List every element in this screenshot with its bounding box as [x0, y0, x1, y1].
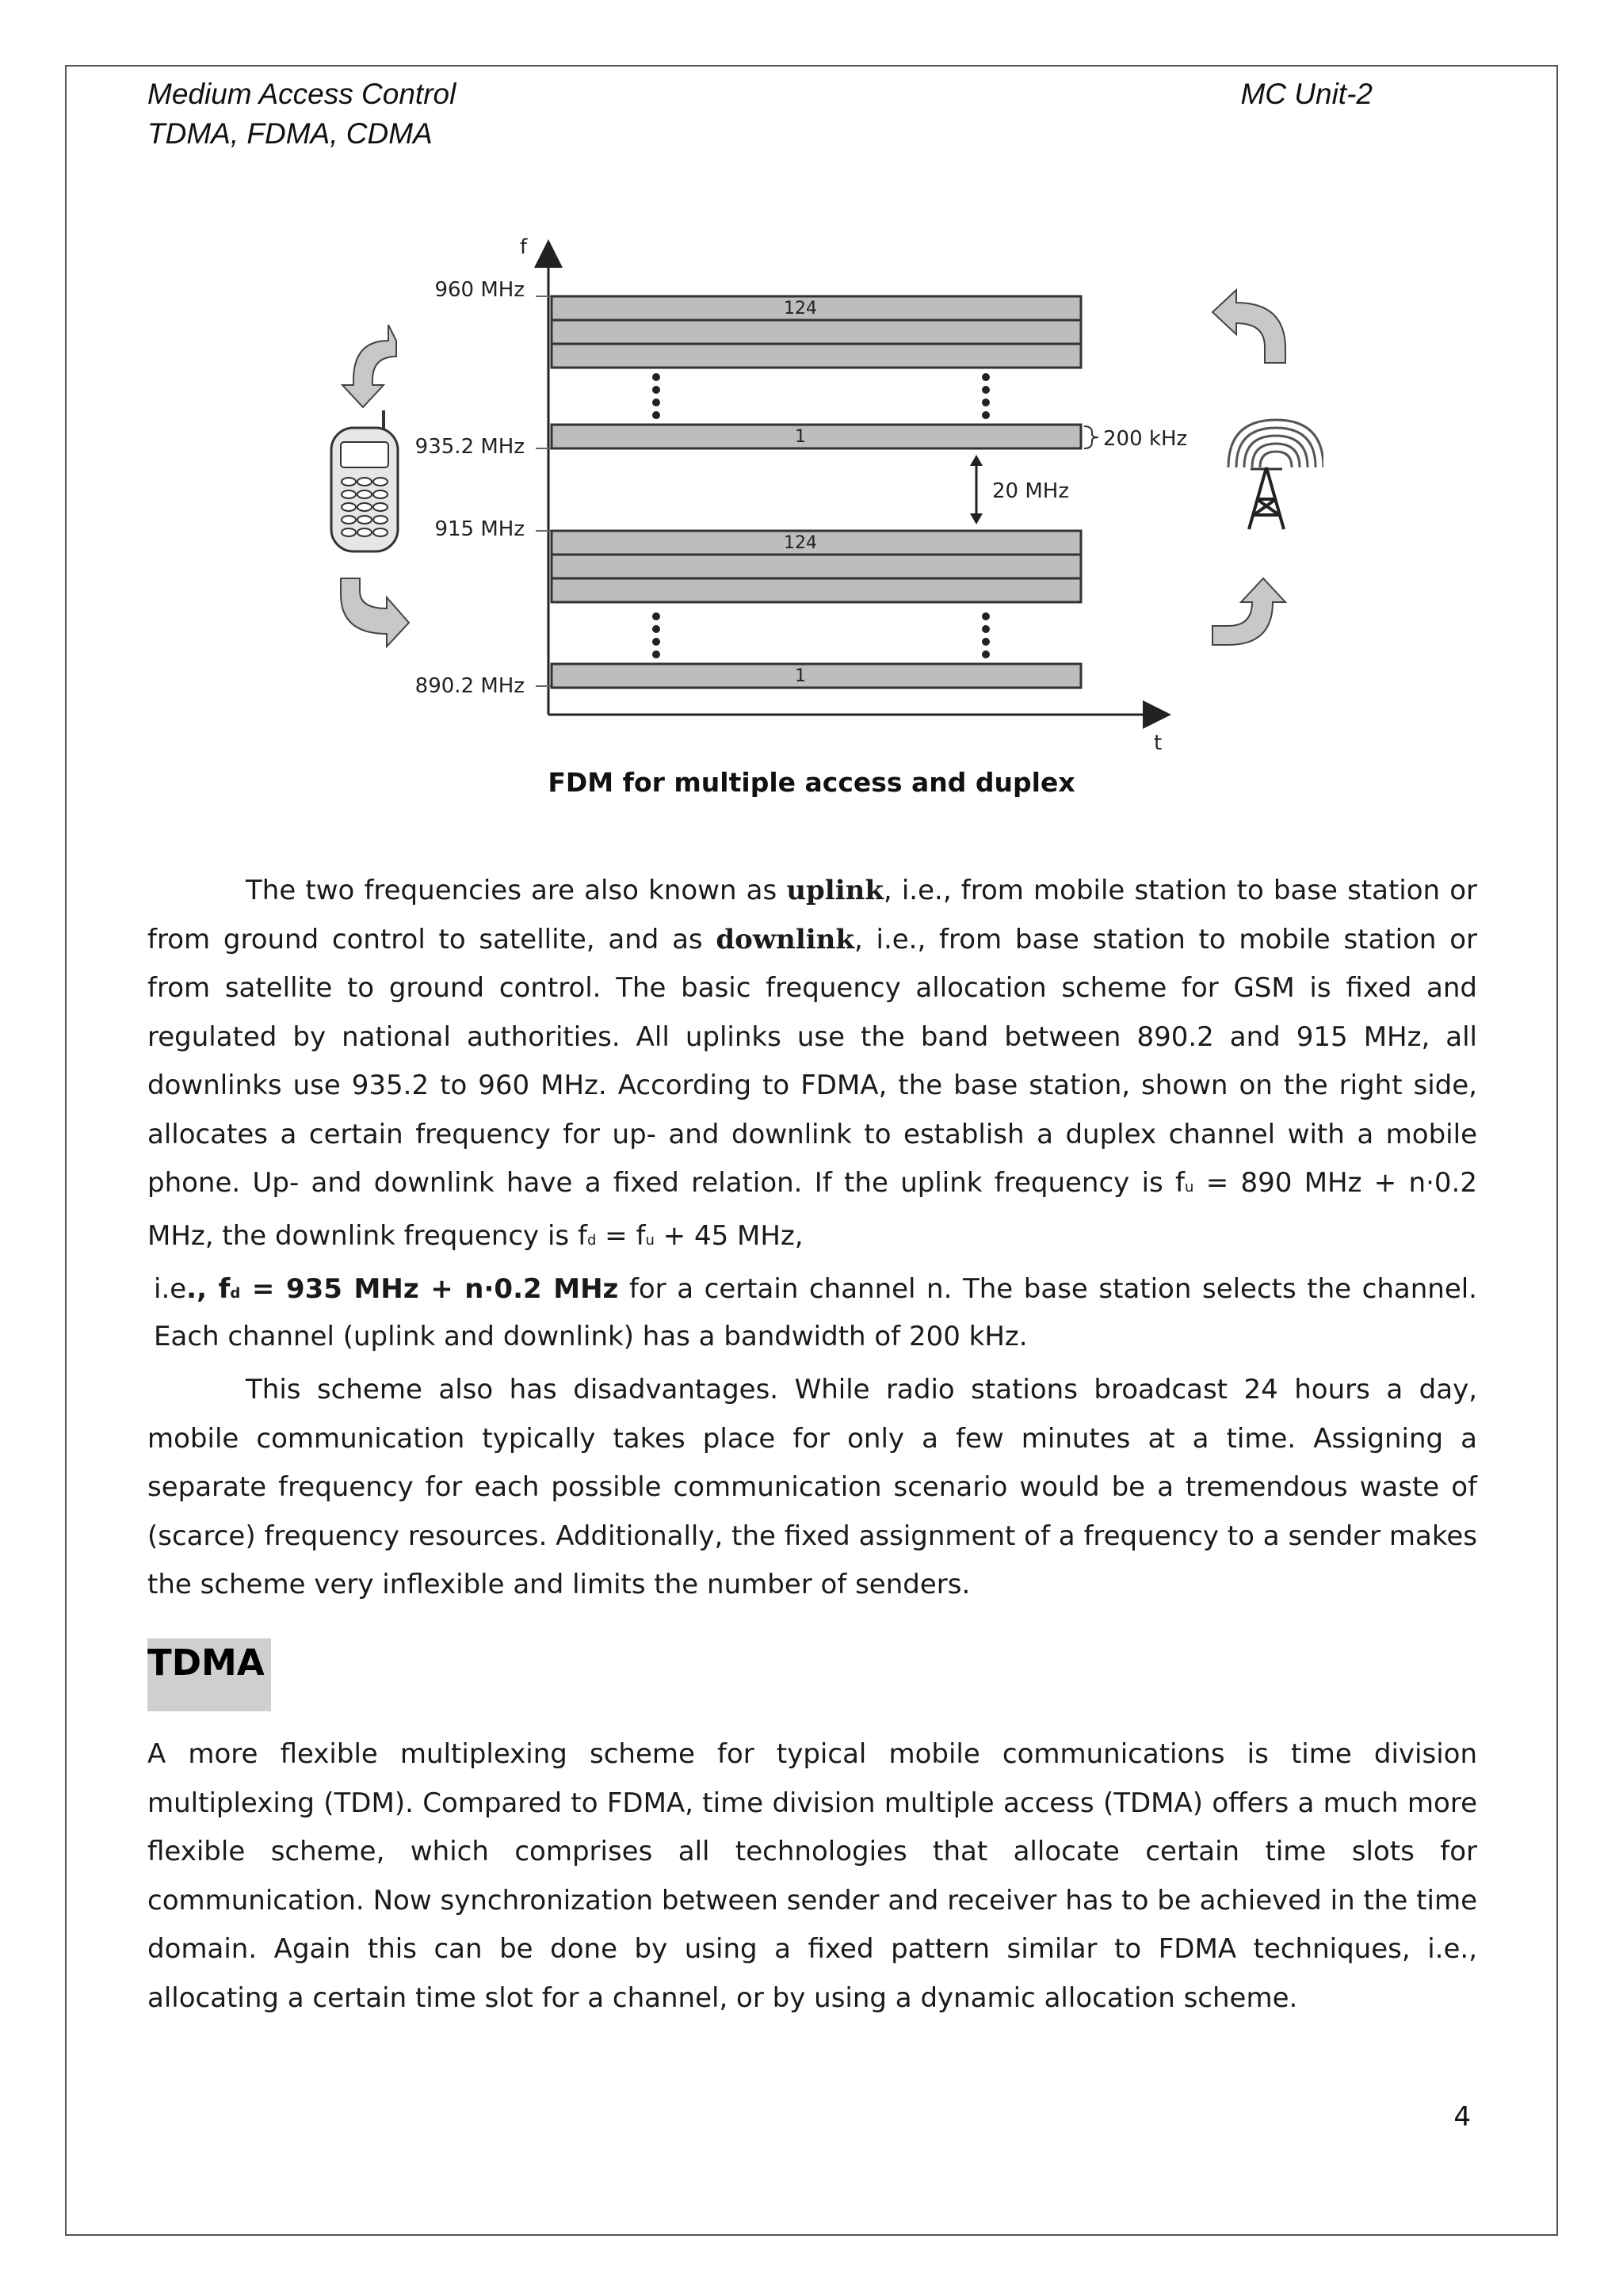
axis-t-label: t [1154, 731, 1163, 755]
para2-text-1: i.e [154, 1273, 187, 1305]
running-header-left [147, 74, 456, 154]
subscript-d-formula: d [230, 1285, 241, 1302]
paragraph-downlink-formula [147, 1268, 1477, 1358]
ellipsis-dots-dl [652, 373, 990, 419]
duplex-gap-label: 20 MHz [992, 479, 1069, 503]
para1-text-3: , i.e., from base station to mobile station or from satellite to ground control. The basic frequency allocation scheme for GSM is fixed and regulated by national authorities. All uplinks use the band between 890.2 and 915 MHz, all downlinks use 935.2 to 960 MHz. According to FDMA, the base station, shown on the right side, allocates a certain frequency for up- and downlink to establish a duplex channel with a mobile phone. Up- and downlink have a fixed relation. If the uplink frequency is f [147, 923, 1477, 1199]
header-unit: MC Unit-2 [1240, 78, 1373, 110]
page-number: 4 [1453, 2101, 1471, 2133]
channel-bar-ul-1 [552, 664, 1081, 688]
tick-960: 960 MHz [434, 278, 525, 302]
paragraph-uplink-downlink [147, 867, 1477, 1264]
channel-bar-dl-1 [552, 425, 1081, 448]
channel-bar-ul-2 [552, 555, 1081, 578]
subscript-u: u [1185, 1179, 1194, 1196]
tick-935: 935.2 MHz [414, 435, 525, 459]
para2-bold-1: ., f [186, 1273, 231, 1305]
tick-915: 915 MHz [434, 517, 525, 541]
duplex-gap-arrow-bottom [970, 513, 983, 524]
channel-bar-dl-2 [552, 320, 1081, 344]
channel-bar-ul-3 [552, 578, 1081, 602]
paragraph-disadvantages: This scheme also has disadvantages. While radio stations broadcast 24 hours a day, mobile communication typically takes place for only a few minutes at a time. Assigning a separate frequency for each possible communication scenario would be a tremendous waste of (scarce) frequency resources. Additionally, the fixed assignment of a frequency to a sender makes the scheme very inflexible and limits the number of senders. [147, 1374, 1477, 1600]
disadvantages-wrap [147, 1366, 1477, 1610]
uplink-arrow-to-bs-icon [1212, 578, 1285, 645]
para1-text-2: , i.e., from mobile station to base station or from ground control to satellite, and as [147, 875, 1477, 955]
mobile-phone-icon [331, 410, 398, 551]
term-downlink: downlink [716, 923, 854, 955]
term-uplink: uplink [786, 875, 884, 906]
subscript-u-2: u [645, 1231, 655, 1249]
channel-label-ul-1: 1 [795, 666, 806, 686]
formula-paragraph-wrap [147, 1268, 1477, 1358]
paragraph-tdma: A more flexible multiplexing scheme for typical mobile communications is time division multiplexing (TDM). Compared to FDMA, time division multiple access (TDMA) offers a much more flexible scheme, which comprises all technologies that allocate certain time slots for communication. Now synchronization between sender and receiver has to be achieved in the time domain. Again this can be done by using a fixed pattern similar to FDMA techniques, i.e., allocating a certain time slot for a channel, or by using a dynamic allocation scheme. [147, 1738, 1477, 2014]
subscript-d: d [586, 1231, 597, 1249]
duplex-gap-arrow-top [970, 455, 983, 466]
channel-label-ul-124: 124 [784, 533, 817, 553]
channel-label-dl-124: 124 [784, 299, 817, 318]
fdm-figure [317, 230, 1323, 769]
channel-label-dl-1: 1 [795, 427, 806, 447]
bandwidth-label: 200 kHz [1103, 427, 1188, 451]
header-title: Medium Access Control [147, 78, 456, 110]
para1-text-6: + 45 MHz, [654, 1219, 804, 1252]
bandwidth-brace [1084, 426, 1098, 448]
section-heading-tdma: TDMA [147, 1642, 265, 1684]
tick-890: 890.2 MHz [414, 674, 525, 698]
para2-text-2: for a certain channel n. The base station selects the channel. Each channel (uplink and downlink) has a bandwidth of 200 kHz. [154, 1273, 1477, 1352]
header-subtitle: TDMA, FDMA, CDMA [147, 117, 433, 150]
axis-f-label: f [520, 235, 528, 259]
para1-text-1: The two frequencies are also known as [246, 875, 787, 906]
main-content [147, 867, 1477, 1264]
uplink-arrow-from-phone-icon [341, 578, 409, 646]
tdma-content [147, 1730, 1477, 2023]
para1-text-5: = f [596, 1219, 646, 1252]
channel-bar-dl-3 [552, 344, 1081, 368]
ellipsis-dots-ul [652, 612, 990, 658]
downlink-arrow-from-bs-icon [1212, 290, 1285, 363]
para1-text-4: = 890 MHz + n·0.2 MHz, the downlink frequency is f [147, 1167, 1477, 1252]
downlink-arrow-to-phone-icon [342, 325, 396, 407]
downlink-formula: = 935 MHz + n·0.2 MHz [240, 1273, 619, 1305]
figure-caption: FDM for multiple access and duplex [548, 767, 1075, 798]
base-station-icon [1228, 420, 1323, 529]
